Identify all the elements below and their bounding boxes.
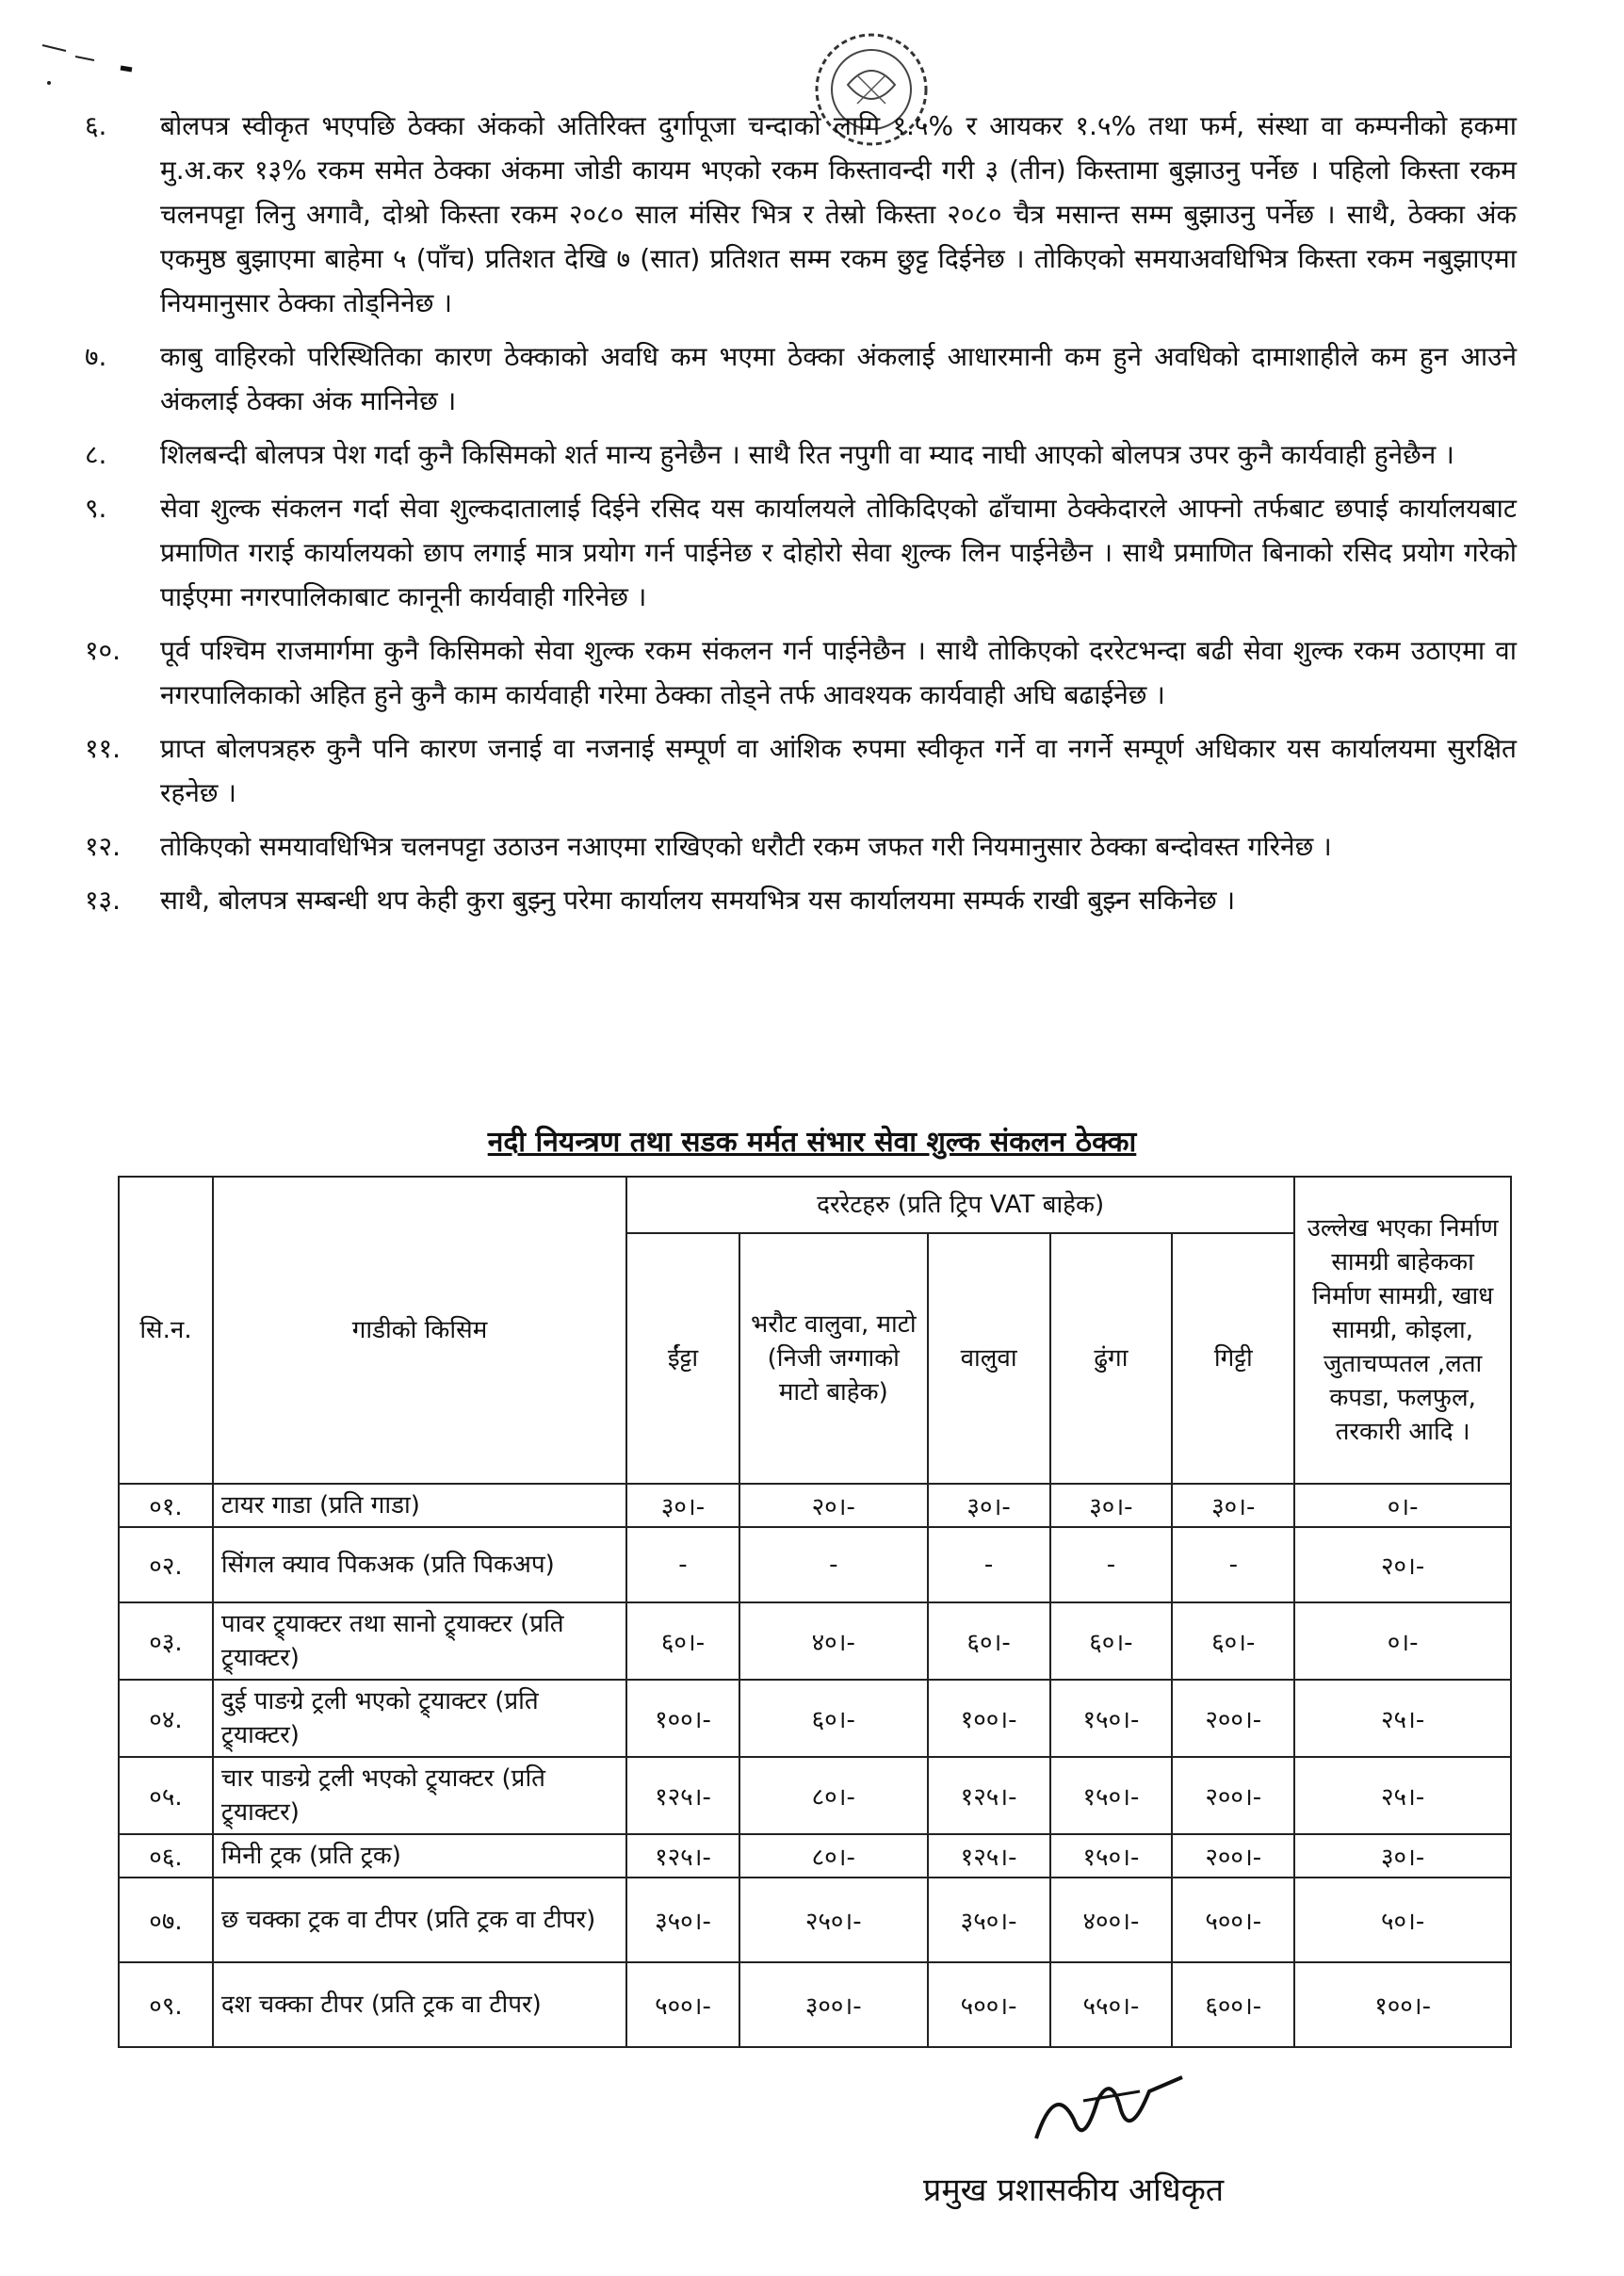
cell-stone: १५०।- [1050,1757,1173,1834]
table-row [119,1602,1511,1680]
clause-text: पूर्व पश्चिम राजमार्गमा कुनै किसिमको सेवा शुल्क रकम संकलन गर्न पाईनेछैन । साथै तोकिएको दररेटभन्दा बढी सेवा शुल्क रकम उठाएमा वा नगरपालिकाको अहित हुने कुनै काम कार्यवाही गरेमा ठेक्का तोड्ने तर्फ आवश्यक कार्यवाही अघि बढाईनेछ । [160,635,1517,710]
cell-gravel: ५००।- [1172,1878,1294,1962]
header-sand: वालुवा [928,1233,1050,1484]
clause-number: ६. [85,110,107,141]
signatory-title: प्रमुख प्रशासकीय अधिकृत [923,2171,1225,2209]
cell-sand: ३०।- [928,1484,1050,1527]
clause-item [85,824,1517,869]
cell-brick: १२५।- [626,1834,739,1878]
conditions-list [85,104,1517,932]
table-row [119,1962,1511,2047]
cell-brick: ३५०।- [626,1878,739,1962]
cell-gravel: २००।- [1172,1834,1294,1878]
cell-sn: ०३. [119,1602,213,1680]
table-row [119,1757,1511,1834]
clause-number: १३. [85,885,122,916]
cell-other: ३०।- [1294,1834,1511,1878]
clause-text: तोकिएको समयावधिभित्र चलनपट्टा उठाउन नआएमा राखिएको धरौटी रकम जफत गरी नियमानुसार ठेक्का बन्दोवस्त गरिनेछ । [160,831,1332,862]
clause-item [85,432,1517,477]
cell-vehicle: चार पाङग्रे ट्रली भएको ट्र्याक्टर (प्रति ट्र्याक्टर) [213,1757,626,1834]
cell-gravel: २००।- [1172,1680,1294,1757]
table-title: नदी नियन्त्रण तथा सडक मर्मत संभार सेवा शुल्क संकलन ठेक्का [487,1126,1137,1159]
cell-sn: ०९. [119,1962,213,2047]
cell-stone: १५०।- [1050,1680,1173,1757]
cell-stone: ६०।- [1050,1602,1173,1680]
cell-fill: ८०।- [739,1757,928,1834]
cell-stone: ३०।- [1050,1484,1173,1527]
cell-brick: ३०।- [626,1484,739,1527]
cell-brick: १००।- [626,1680,739,1757]
cell-brick: ६०।- [626,1602,739,1680]
clause-item [85,334,1517,423]
cell-other: २०।- [1294,1527,1511,1602]
header-serial-number: सि.न. [119,1177,213,1484]
cell-gravel: २००।- [1172,1757,1294,1834]
cell-gravel: - [1172,1527,1294,1602]
cell-stone: ५५०।- [1050,1962,1173,2047]
cell-sn: ०१. [119,1484,213,1527]
cell-other: ५०।- [1294,1878,1511,1962]
cell-other: १००।- [1294,1962,1511,2047]
cell-stone: - [1050,1527,1173,1602]
cell-vehicle: मिनी ट्रक (प्रति ट्रक) [213,1834,626,1878]
cell-fill: ३००।- [739,1962,928,2047]
header-brick: ईंट्टा [626,1233,739,1484]
cell-sn: ०४. [119,1680,213,1757]
cell-fill: २०।- [739,1484,928,1527]
cell-stone: १५०।- [1050,1834,1173,1878]
cell-gravel: ६०।- [1172,1602,1294,1680]
pen-mark [38,38,141,85]
cell-fill: ४०।- [739,1602,928,1680]
cell-other: ०।- [1294,1602,1511,1680]
cell-sn: ०७. [119,1878,213,1962]
cell-sand: १००।- [928,1680,1050,1757]
cell-other: ०।- [1294,1484,1511,1527]
cell-sand: १२५।- [928,1757,1050,1834]
clause-item [85,878,1517,922]
header-other-goods: उल्लेख भएका निर्माण सामग्री बाहेकका निर्माण सामग्री, खाध सामग्री, कोइला, जुताचप्पतल ,लता कपडा, फलफुल, तरकारी आदि । [1294,1177,1511,1484]
cell-vehicle: टायर गाडा (प्रति गाडा) [213,1484,626,1527]
cell-gravel: ६००।- [1172,1962,1294,2047]
cell-brick: ५००।- [626,1962,739,2047]
clause-item [85,628,1517,717]
clause-number: १०. [85,635,122,666]
header-fill-sand-soil: भरौट वालुवा, माटो (निजी जग्गाको माटो बाहेक) [739,1233,928,1484]
rate-table [118,1176,1512,2048]
cell-fill: ८०।- [739,1834,928,1878]
cell-sn: ०५. [119,1757,213,1834]
clause-number: ७. [85,341,107,372]
clause-text: शिलबन्दी बोलपत्र पेश गर्दा कुनै किसिमको शर्त मान्य हुनेछैन । साथै रित नपुगी वा म्याद नाघी आएको बोलपत्र उपर कुनै कार्यवाही हुनेछैन । [160,439,1454,470]
header-vehicle-type: गाडीको किसिम [213,1177,626,1484]
cell-other: २५।- [1294,1757,1511,1834]
cell-fill: २५०।- [739,1878,928,1962]
cell-brick: १२५।- [626,1757,739,1834]
cell-stone: ४००।- [1050,1878,1173,1962]
clause-text: काबु वाहिरको परिस्थितिका कारण ठेक्काको अवधि कम भएमा ठेक्का अंकलाई आधारमानी कम हुने अवधिको दामाशाहीले कम हुन आउने अंकलाई ठेक्का अंक मानिनेछ । [160,341,1517,416]
clause-number: १२. [85,831,122,862]
cell-vehicle: छ चक्का ट्रक वा टीपर (प्रति ट्रक वा टीपर) [213,1878,626,1962]
cell-brick: - [626,1527,739,1602]
cell-sand: ५००।- [928,1962,1050,2047]
cell-sand: ३५०।- [928,1878,1050,1962]
clause-text: बोलपत्र स्वीकृत भएपछि ठेक्का अंकको अतिरिक्त दुर्गापूजा चन्दाको लागि १.५% र आयकर १.५% तथा फर्म, संस्था वा कम्पनीको हकमा मु.अ.कर १३% रकम समेत ठेक्का अंकमा जोडी कायम भएको रकम किस्तावन्दी गरी ३ (तीन) किस्तामा बुझाउनु पर्नेछ । पहिलो किस्ता रकम चलनपट्टा लिनु अगावै, दोश्रो किस्ता रकम २०८० साल मंसिर भित्र र तेस्रो किस्ता २०८० चैत्र मसान्त सम्म बुझाउनु पर्नेछ । साथै, ठेक्का अंक एकमुष्ठ बुझाएमा बाहेमा ५ (पाँच) प्रतिशत देखि ७ (सात) प्रतिशत सम्म रकम छुट्ट दिईनेछ । तोकिएको समयाअवधिभित्र किस्ता रकम नबुझाएमा नियमानुसार ठेक्का तोड्निनेछ । [160,110,1517,318]
cell-fill: ६०।- [739,1680,928,1757]
clause-item [85,486,1517,619]
cell-sand: ६०।- [928,1602,1050,1680]
header-stone: ढुंगा [1050,1233,1173,1484]
clause-number: ८. [85,439,107,470]
cell-gravel: ३०।- [1172,1484,1294,1527]
cell-fill: - [739,1527,928,1602]
clause-text: सेवा शुल्क संकलन गर्दा सेवा शुल्कदातालाई दिईने रसिद यस कार्यालयले तोकिदिएको ढाँचामा ठेक्केदारले आफ्नो तर्फबाट छपाई कार्यालयबाट प्रमाणित गराई कार्यालयको छाप लगाई मात्र प्रयोग गर्न पाईनेछ र दोहोरो सेवा शुल्क लिन पाईनेछैन । साथै प्रमाणित बिनाको रसिद प्रयोग गरेको पाईएमा नगरपालिकाबाट कानूनी कार्यवाही गरिनेछ । [160,493,1517,612]
table-row [119,1680,1511,1757]
clause-number: ९. [85,493,107,524]
header-rates: दररेटहरु (प्रति ट्रिप VAT बाहेक) [626,1177,1294,1233]
clause-text: प्राप्त बोलपत्रहरु कुनै पनि कारण जनाई वा नजनाई सम्पूर्ण वा आंशिक रुपमा स्वीकृत गर्ने वा नगर्ने सम्पूर्ण अधिकार यस कार्यालयमा सुरक्षित रहनेछ । [160,733,1517,808]
table-row [119,1878,1511,1962]
handwritten-signature [1027,2063,1196,2157]
cell-vehicle: सिंगल क्याव पिकअक (प्रति पिकअप) [213,1527,626,1602]
table-row [119,1484,1511,1527]
cell-sand: - [928,1527,1050,1602]
cell-sn: ०२. [119,1527,213,1602]
clause-number: ११. [85,733,122,764]
cell-vehicle: दुई पाङग्रे ट्रली भएको ट्र्याक्टर (प्रति ट्र्याक्टर) [213,1680,626,1757]
cell-other: २५।- [1294,1680,1511,1757]
table-row [119,1527,1511,1602]
table-row [119,1834,1511,1878]
cell-sn: ०६. [119,1834,213,1878]
header-gravel: गिट्टी [1172,1233,1294,1484]
cell-vehicle: दश चक्का टीपर (प्रति ट्रक वा टीपर) [213,1962,626,2047]
clause-item [85,104,1517,325]
cell-vehicle: पावर ट्र्याक्टर तथा सानो ट्र्याक्टर (प्रति ट्र्याक्टर) [213,1602,626,1680]
cell-sand: १२५।- [928,1834,1050,1878]
clause-item [85,726,1517,815]
clause-text: साथै, बोलपत्र सम्बन्धी थप केही कुरा बुझ्नु परेमा कार्यालय समयभित्र यस कार्यालयमा सम्पर्क राखी बुझ्न सकिनेछ । [160,885,1236,916]
